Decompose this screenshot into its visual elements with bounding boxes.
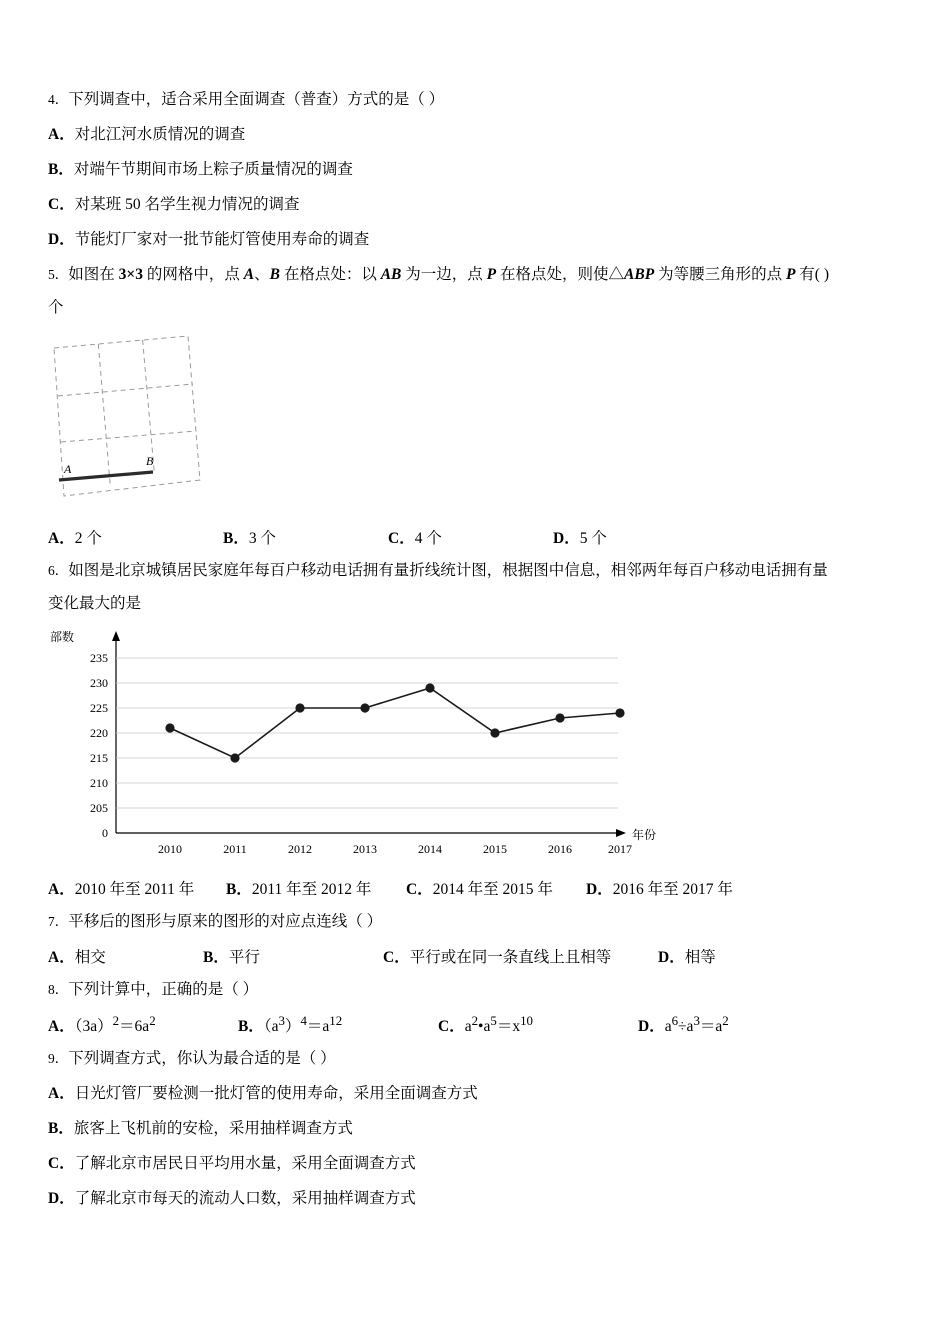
stem-part: 如图在 xyxy=(68,266,119,284)
x-tick-2015: 2015 xyxy=(483,842,507,857)
question-7-option-b[interactable] xyxy=(203,945,383,967)
option-text: 相交 xyxy=(74,949,106,967)
data-point-2017 xyxy=(615,709,624,718)
stem-part: 为等腰三角形的点 xyxy=(654,266,786,284)
question-9-option-c[interactable] xyxy=(48,1152,908,1176)
data-point-2016 xyxy=(555,714,564,723)
question-9 xyxy=(48,1047,908,1211)
question-9-stem-text: 下列调查方式，你认为最合适的是（ ） xyxy=(68,1050,336,1068)
stem-part: 在格点处：以 xyxy=(279,266,381,284)
question-6-number: 6． xyxy=(48,563,69,579)
option-text: 3 个 xyxy=(248,530,276,548)
question-8-stem xyxy=(48,978,908,1002)
y-tick-205: 205 xyxy=(90,801,108,816)
option-text: 2011 年至 2012 年 xyxy=(251,881,372,899)
option-math: $(3a)^2=6a^2$ xyxy=(74,1013,156,1036)
question-7-stem-text: 平移后的图形与原来的图形的对应点连线（ ） xyxy=(68,913,383,931)
option-text: 了解北京市居民日平均用水量，采用全面调查方式 xyxy=(74,1155,416,1173)
question-4-option-d[interactable] xyxy=(48,228,908,252)
x-tick-2013: 2013 xyxy=(353,842,377,857)
data-line xyxy=(170,688,620,758)
option-label: B． xyxy=(48,1120,74,1138)
option-label: A． xyxy=(48,949,75,967)
question-4 xyxy=(48,88,908,252)
y-tick-225: 225 xyxy=(90,701,108,716)
option-label: B． xyxy=(223,530,249,548)
question-8-stem-text: 下列计算中，正确的是（ ） xyxy=(68,981,259,999)
question-9-option-d[interactable] xyxy=(48,1187,908,1211)
question-8-number: 8． xyxy=(48,982,69,998)
stem-segment-ab: AB xyxy=(380,266,402,284)
y-axis-arrow xyxy=(112,631,120,641)
data-points xyxy=(165,684,624,763)
option-label: C． xyxy=(406,881,433,899)
stem-point-p2: P xyxy=(785,266,796,284)
option-label: C． xyxy=(388,530,415,548)
question-4-option-c[interactable] xyxy=(48,193,908,217)
question-7-number: 7． xyxy=(48,914,69,930)
y-tick-220: 220 xyxy=(90,726,108,741)
data-point-2015 xyxy=(490,729,499,738)
stem-triangle-abp: ABP xyxy=(624,266,655,284)
option-label: A． xyxy=(48,1018,75,1036)
stem-point-a: A xyxy=(243,266,255,284)
segment-ab xyxy=(59,472,153,480)
question-6-stem-text: 如图是北京城镇居民家庭年每百户移动电话拥有量折线统计图，根据图中信息，相邻两年每百户移动电话拥有量 xyxy=(68,562,828,580)
question-4-number: 4． xyxy=(48,92,69,107)
option-text: 2016 年至 2017 年 xyxy=(612,881,733,899)
y-axis-label: 部数 xyxy=(50,630,75,645)
question-7 xyxy=(48,910,908,967)
question-5-option-a[interactable] xyxy=(48,526,223,548)
question-6-stem xyxy=(48,559,908,583)
data-point-2013 xyxy=(360,704,369,713)
question-6 xyxy=(48,559,908,899)
option-label: D． xyxy=(658,949,685,967)
question-7-option-c[interactable] xyxy=(383,945,658,967)
option-label: D． xyxy=(586,881,613,899)
option-label: A． xyxy=(48,126,75,144)
question-8-option-a[interactable] xyxy=(48,1013,238,1036)
question-5-option-b[interactable] xyxy=(223,526,388,548)
data-point-2014 xyxy=(425,684,434,693)
x-tick-2011: 2011 xyxy=(223,842,247,857)
option-label: B． xyxy=(226,881,252,899)
y-tick-230: 230 xyxy=(90,676,108,691)
option-text: 2 个 xyxy=(74,530,102,548)
stem-part: 在格点处，则使△ xyxy=(496,266,625,284)
option-text: 节能灯厂家对一批节能灯管使用寿命的调查 xyxy=(74,231,370,249)
y-tick-215: 215 xyxy=(90,751,108,766)
question-9-option-a[interactable] xyxy=(48,1082,908,1106)
x-tick-2010: 2010 xyxy=(158,842,182,857)
x-axis-label: 年份 xyxy=(632,828,657,843)
line-chart-svg xyxy=(48,627,668,867)
question-7-stem xyxy=(48,910,908,934)
option-label: C． xyxy=(438,1018,465,1036)
y-tick-210: 210 xyxy=(90,776,108,791)
stem-point-p: P xyxy=(486,266,497,284)
question-list xyxy=(48,88,908,1222)
option-label: B． xyxy=(238,1018,264,1036)
option-label: C． xyxy=(48,1155,75,1173)
data-point-2011 xyxy=(230,754,239,763)
question-8-option-b[interactable] xyxy=(238,1013,438,1036)
question-6-option-a[interactable] xyxy=(48,877,226,899)
label-a: A xyxy=(64,462,72,477)
question-8-option-c[interactable] xyxy=(438,1013,638,1036)
option-label: A． xyxy=(48,530,75,548)
option-text: 相等 xyxy=(684,949,716,967)
x-tick-2014: 2014 xyxy=(418,842,442,857)
option-text: 旅客上飞机前的安检，采用抽样调查方式 xyxy=(73,1120,353,1138)
question-6-option-b[interactable] xyxy=(226,877,406,899)
question-8-option-d[interactable] xyxy=(638,1013,729,1036)
option-text: 4 个 xyxy=(414,530,442,548)
y-tick-0: 0 xyxy=(102,826,108,841)
option-text: 平行 xyxy=(228,949,260,967)
x-tick-2016: 2016 xyxy=(548,842,572,857)
option-text: 2014 年至 2015 年 xyxy=(432,881,553,899)
data-point-2012 xyxy=(295,704,304,713)
option-text: 日光灯管厂要检测一批灯管的使用寿命，采用全面调查方式 xyxy=(74,1085,478,1103)
question-5-stem xyxy=(48,263,908,287)
option-text: 平行或在同一条直线上且相等 xyxy=(409,949,612,967)
grid-figure xyxy=(48,332,228,512)
option-text: 对北江河水质情况的调查 xyxy=(74,126,246,144)
line-chart xyxy=(48,627,668,867)
option-text: 2010 年至 2011 年 xyxy=(74,881,195,899)
stem-part: 的网格中，点 xyxy=(142,266,244,284)
question-5 xyxy=(48,263,908,548)
question-6-option-c[interactable] xyxy=(406,877,586,899)
stem-part: 、 xyxy=(254,266,270,284)
question-8 xyxy=(48,978,908,1036)
option-label: B． xyxy=(48,161,74,179)
option-text: 对某班 50 名学生视力情况的调查 xyxy=(74,196,300,214)
stem-grid-size: 3×3 xyxy=(118,266,143,284)
label-b: B xyxy=(146,454,154,469)
option-label: A． xyxy=(48,1085,75,1103)
question-4-stem-text: 下列调查中，适合采用全面调查（普查）方式的是（ ） xyxy=(68,91,445,108)
question-7-option-d[interactable] xyxy=(658,945,716,967)
grid-figure-svg xyxy=(48,332,228,512)
option-text: 5 个 xyxy=(579,530,607,548)
question-7-options xyxy=(48,945,908,967)
y-tick-235: 235 xyxy=(90,651,108,666)
x-tick-2012: 2012 xyxy=(288,842,312,857)
option-math: $(a^3)^4=a^{12}$ xyxy=(263,1013,343,1036)
question-9-number: 9． xyxy=(48,1051,69,1067)
x-axis-arrow xyxy=(616,829,626,837)
question-9-stem xyxy=(48,1047,908,1071)
x-tick-2017: 2017 xyxy=(608,842,632,857)
question-9-option-b[interactable] xyxy=(48,1117,908,1141)
option-label: A． xyxy=(48,881,75,899)
option-math: $a^6\div a^3=a^2$ xyxy=(664,1013,729,1036)
stem-point-b: B xyxy=(269,266,280,284)
option-label: D． xyxy=(48,1190,75,1208)
option-label: C． xyxy=(48,196,75,214)
question-8-options xyxy=(48,1013,908,1036)
option-text: 对端午节期间市场上粽子质量情况的调查 xyxy=(73,161,353,179)
option-math: $a^2•a^5=x^{10}$ xyxy=(464,1013,533,1036)
question-6-option-d[interactable] xyxy=(586,877,733,899)
question-5-stem-line2: 个 xyxy=(48,299,64,317)
option-label: D． xyxy=(48,231,75,249)
question-5-options xyxy=(48,526,908,548)
question-4-option-b[interactable] xyxy=(48,158,908,182)
option-label: D． xyxy=(638,1018,665,1036)
option-label: D． xyxy=(553,530,580,548)
stem-part: 有( ) xyxy=(795,266,829,284)
question-7-option-a[interactable] xyxy=(48,945,203,967)
option-label: C． xyxy=(383,949,410,967)
stem-part: 为一边，点 xyxy=(401,266,487,284)
question-6-options xyxy=(48,877,908,899)
data-point-2010 xyxy=(165,724,174,733)
question-4-option-a[interactable] xyxy=(48,123,908,147)
option-text: 了解北京市每天的流动人口数，采用抽样调查方式 xyxy=(74,1190,416,1208)
question-6-stem-line2: 变化最大的是 xyxy=(48,595,142,613)
question-4-stem xyxy=(48,88,908,112)
question-5-option-d[interactable] xyxy=(553,526,607,548)
question-5-number: 5． xyxy=(48,267,69,283)
question-5-option-c[interactable] xyxy=(388,526,553,548)
option-label: B． xyxy=(203,949,229,967)
